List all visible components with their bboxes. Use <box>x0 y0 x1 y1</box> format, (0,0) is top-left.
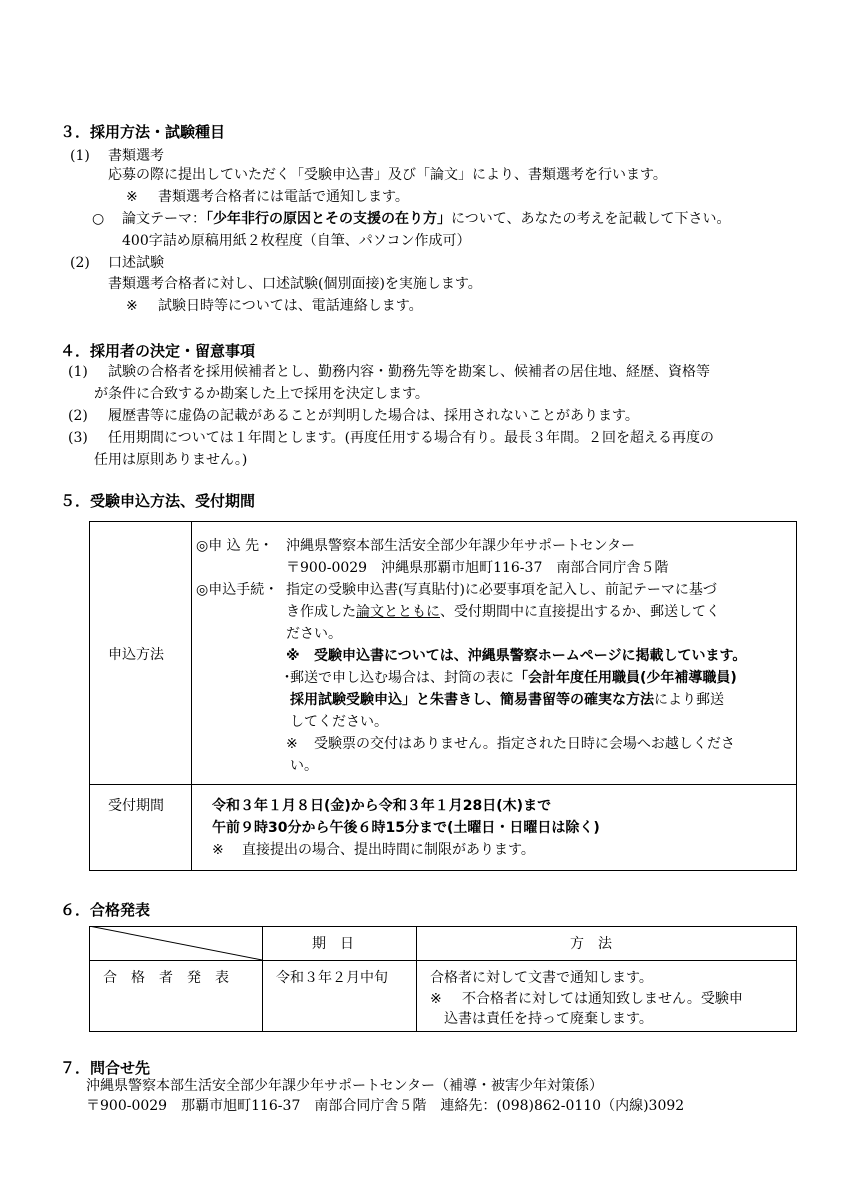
procedure-line-2-start: き作成した <box>286 604 356 620</box>
diagonal-header-cell <box>89 926 262 960</box>
procedure-underlined-text: 論文とともに <box>356 604 440 620</box>
contact-office: 沖縄県警察本部生活安全部少年課少年サポートセンター（補導・被害少年対策係） <box>86 1078 604 1094</box>
table-divider <box>262 926 263 1032</box>
essay-theme-title: 「少年非行の原因とその支援の在り方」 <box>206 211 451 227</box>
table-divider <box>89 960 797 961</box>
section-3-item-1-title: 書類選考 <box>108 148 164 164</box>
note-mark: ※ <box>430 991 442 1007</box>
section-7-heading: ７．問合せ先 <box>60 1059 151 1077</box>
column-header-method: 方 法 <box>570 936 612 952</box>
destination-label: ◎申 込 先・ <box>196 538 274 554</box>
reception-period-hours: 午前９時30分から午後６時15分まで(土曜日・日曜日は除く) <box>212 820 600 836</box>
section-3-item-2-note: 試験日時等については、電話連絡します。 <box>158 298 423 314</box>
essay-length-note: 400字詰め原稿用紙２枚程度（自筆、パソコン作成可） <box>122 233 471 249</box>
section-3-item-1-body: 応募の際に提出していただく「受験申込書」及び「論文」により、書類選考を行います。 <box>108 167 667 183</box>
results-row-label: 合 格 者 発 表 <box>103 970 229 986</box>
section-4-item-1-line-2: が条件に合致するか勘案した上で採用を決定します。 <box>94 386 429 402</box>
theme-bullet: ○ <box>92 211 105 227</box>
destination-value: 沖縄県警察本部生活安全部少年課少年サポートセンター <box>286 538 636 554</box>
section-4-item-3-line-2: 任用は原則ありません。) <box>94 452 248 468</box>
mail-line-2 <box>290 690 724 710</box>
section-3-item-1-note: 書類選考合格者には電話で通知します。 <box>158 189 409 205</box>
procedure-line-2-end: 、受付期間中に直接提出するか、郵送してく <box>440 604 720 620</box>
note-mark: ※ <box>126 189 138 205</box>
results-date: 令和３年２月中旬 <box>276 970 388 986</box>
section-3-item-2-label: (2) <box>70 255 90 271</box>
mail-bullet: ・ <box>280 670 294 686</box>
section-4-item-2-label: (2) <box>68 408 88 424</box>
results-note-line-1: 不合格者に対しては通知致しません。受験申 <box>462 991 743 1007</box>
procedure-label: ◎申込手続・ <box>196 582 279 598</box>
destination-address: 〒900-0029 沖縄県那覇市旭町116-37 南部合同庁舎５階 <box>286 560 669 576</box>
mail-line-2-bold: 採用試験受験申込」と朱書きし、簡易書留等の確実な方法 <box>290 692 654 708</box>
section-3-heading: ３．採用方法・試験種目 <box>60 123 226 141</box>
admission-ticket-note-line-1: 受験票の交付はありません。指定された日時に会場へお越しくださ <box>314 736 735 752</box>
results-method: 合格者に対して文書で通知します。 <box>430 970 653 986</box>
procedure-line-2 <box>286 602 720 622</box>
mail-line-2-end: により郵送 <box>654 692 724 708</box>
reception-period-note: 直接提出の場合、提出時間に制限があります。 <box>242 842 535 858</box>
website-note: 受験申込書については、沖縄県警察ホームページに掲載しています。 <box>314 648 747 664</box>
table-divider <box>191 521 192 871</box>
reception-period-label: 受付期間 <box>108 798 164 814</box>
mail-line-1 <box>290 668 737 688</box>
table-divider <box>89 784 797 785</box>
mail-line-1-bold: 「会計年度任用職員(少年補導職員) <box>514 670 737 686</box>
admission-ticket-note-line-2: い。 <box>290 758 318 774</box>
note-mark: ※ <box>286 648 300 664</box>
results-note-line-2: 込書は責任を持って廃棄します。 <box>444 1011 653 1027</box>
procedure-line-3: ださい。 <box>286 626 342 642</box>
section-6-heading: ６．合格発表 <box>60 901 151 919</box>
application-method-label: 申込方法 <box>108 647 164 663</box>
section-3-item-2-body: 書類選考合格者に対し、口述試験(個別面接)を実施します。 <box>108 276 482 292</box>
note-mark: ※ <box>212 842 224 858</box>
table-divider <box>416 926 417 1032</box>
section-5-heading: ５．受験申込方法、受付期間 <box>60 492 256 510</box>
essay-theme <box>122 209 730 229</box>
section-4-item-1-label: (1) <box>68 364 88 380</box>
note-mark: ※ <box>126 298 138 314</box>
essay-theme-label: 論文テーマ： <box>122 211 206 227</box>
essay-theme-instruction: について、あなたの考えを記載して下さい。 <box>451 211 731 227</box>
column-header-date: 期 日 <box>312 936 354 952</box>
section-4-item-3-line-1: 任用期間については１年間とします。(再度任用する場合有り。最長３年間。２回を超える再度の <box>108 430 715 446</box>
section-4-item-3-label: (3) <box>68 430 88 446</box>
section-3-item-1-label: (1) <box>70 148 90 164</box>
mail-line-1-start: 郵送で申し込む場合は、封筒の表に <box>290 670 514 686</box>
note-mark: ※ <box>286 736 298 752</box>
section-4-heading: ４．採用者の決定・留意事項 <box>60 342 256 360</box>
section-4-item-2-line-1: 履歴書等に虚偽の記載があることが判明した場合は、採用されないことがあります。 <box>108 408 639 424</box>
procedure-line-1: 指定の受験申込書(写真貼付)に必要事項を記入し、前記テーマに基づ <box>286 582 717 598</box>
reception-period-dates: 令和３年１月８日(金)から令和３年１月28日(木)まで <box>212 798 552 814</box>
contact-address: 〒900-0029 那覇市旭町116-37 南部合同庁舎５階 連絡先：(098)862-0110（内線)3092 <box>86 1098 685 1114</box>
section-4-item-1-line-1: 試験の合格者を採用候補者とし、勤務内容・勤務先等を勘案し、候補者の居住地、経歴、資格等 <box>108 364 710 380</box>
mail-line-3: してください。 <box>290 714 388 730</box>
section-3-item-2-title: 口述試験 <box>108 255 164 271</box>
